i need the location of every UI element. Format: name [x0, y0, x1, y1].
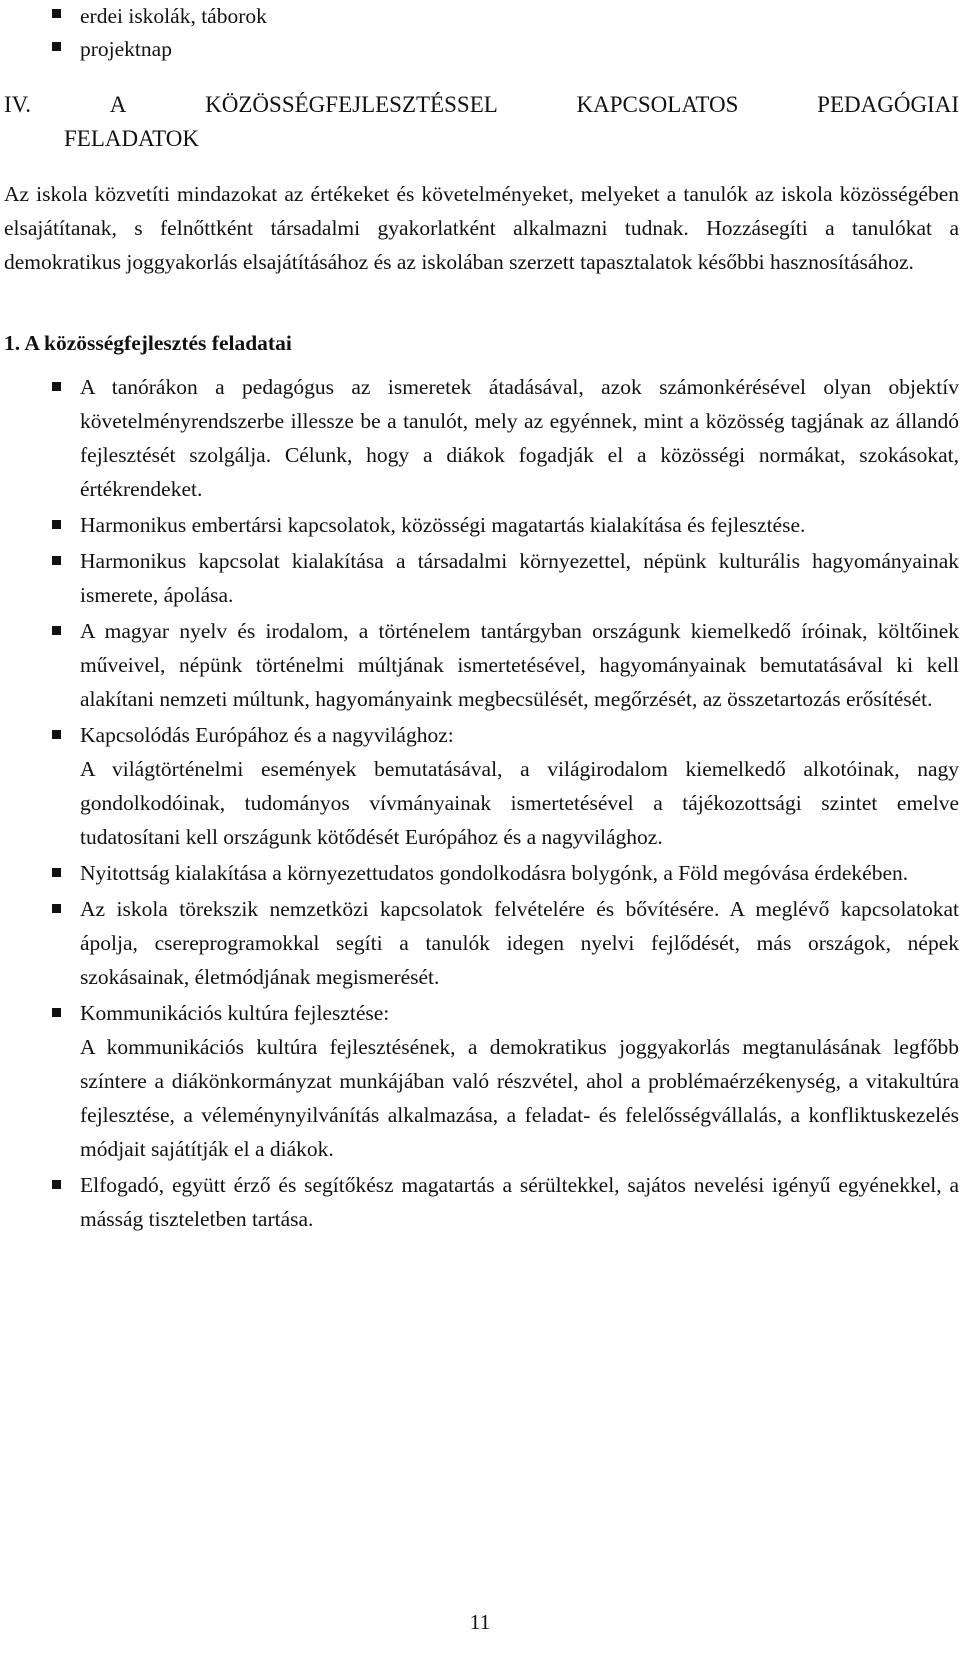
- list-item: [0, 33, 960, 66]
- list-item-text: A tanórákon a pedagógus az ismeretek átadásával, azok számonkérésével olyan objektív követelményrendszerbe illessze be a tanulót, mely az egyénnek, mint a közösség tagjának az állandó fejlesztését szolgálja. Célunk, hogy a diákok fogadják el a közösségi normákat, szokásokat, értékrendeket.: [80, 375, 959, 501]
- list-item-text: A világtörténelmi események bemutatásával, a világirodalom kiemelkedő alkotóinak, nagy gondolkodóinak, tudományos vívmányainak ismertetésével a tájékozottsági szintet emelve tudatosítani kell országunk kötődését Európához és a nagyvilághoz.: [80, 757, 959, 849]
- list-item-text: A kommunikációs kultúra fejlesztésének, a demokratikus joggyakorlás megtanulásának legfőbb színtere a diákönkormányzat munkájában való részvétel, ahol a problémaérzékenység, a vitakultúra fejlesztése, a véleménynyilvánítás alkalmazása, a feladat- és felelősségvállalás, a konfliktuskezelés módjait sajátítják el a diákok.: [80, 1035, 959, 1161]
- top-bullet-list: [0, 0, 960, 66]
- square-bullet-icon: [52, 382, 61, 391]
- square-bullet-icon: [52, 1008, 61, 1017]
- square-bullet-icon: [52, 868, 61, 877]
- list-item-text: A magyar nyelv és irodalom, a történelem tantárgyban országunk kiemelkedő íróinak, költőinek műveivel, népünk történelmi múltjának ismertetésével, hagyományainak bemutatásával ki kell alakítani nemzeti múltunk, hagyományaink megbecsülését, megőrzését, az összetartozás erősítését.: [80, 619, 959, 711]
- intro-paragraph: Az iskola közvetíti mindazokat az értékeket és követelményeket, melyeket a tanulók az iskola közösségében elsajátítanak, s felnőttként társadalmi gyakorlatként alkalmazni tudnak. Hozzásegíti a tanulókat a demokratikus joggyakorlás elsajátításához és az iskolában szerzett tapasztalatok későbbi hasznosításához.: [4, 182, 959, 274]
- square-bullet-icon: [52, 904, 61, 913]
- list-item: [0, 892, 959, 994]
- square-bullet-icon: [52, 730, 61, 739]
- list-item: [0, 996, 959, 1166]
- list-item-text: Nyitottság kialakítása a környezettudatos gondolkodásra bolygónk, a Föld megóvása érdekében.: [80, 861, 909, 885]
- list-item: [0, 856, 959, 890]
- list-item-text: projektnap: [80, 37, 172, 61]
- list-item-text: erdei iskolák, táborok: [80, 4, 267, 28]
- tasks-bullet-list: [0, 370, 959, 1238]
- square-bullet-icon: [52, 556, 61, 565]
- list-item: [0, 0, 960, 33]
- list-item: [0, 508, 959, 542]
- chapter-title-continuation: FELADATOK: [64, 126, 200, 151]
- list-item-text: Elfogadó, együtt érző és segítőkész magatartás a sérültekkel, sajátos nevelési igényű egyénekkel, a másság tiszteletben tartása.: [80, 1173, 959, 1231]
- list-item-text: Harmonikus kapcsolat kialakítása a társadalmi környezettel, népünk kulturális hagyományainak ismerete, ápolása.: [80, 549, 959, 607]
- page-number: 11: [469, 1610, 491, 1634]
- list-item-lead: Kapcsolódás Európához és a nagyvilághoz:: [80, 723, 454, 747]
- chapter-title-word: A: [109, 92, 127, 117]
- list-item: [0, 370, 959, 506]
- list-item: [0, 718, 959, 854]
- chapter-heading-line: [4, 88, 959, 122]
- list-item-text: Az iskola törekszik nemzetközi kapcsolatok felvételére és bővítésére. A meglévő kapcsolatokat ápolja, csereprogramokkal segíti a tanulók idegen nyelvi fejlődését, más országok, népek szokásainak, életmódjának megismerését.: [80, 897, 959, 989]
- square-bullet-icon: [52, 626, 61, 635]
- square-bullet-icon: [52, 520, 61, 529]
- list-item: [0, 614, 959, 716]
- list-item: [0, 1168, 959, 1236]
- chapter-number: IV.: [4, 92, 32, 117]
- list-item: [0, 544, 959, 612]
- chapter-title-word: KAPCSOLATOS: [576, 92, 739, 117]
- chapter-heading: [4, 88, 959, 156]
- square-bullet-icon: [52, 9, 61, 18]
- chapter-title-word: PEDAGÓGIAI: [817, 92, 959, 117]
- square-bullet-icon: [52, 1180, 61, 1189]
- list-item-text: Harmonikus embertársi kapcsolatok, közösségi magatartás kialakítása és fejlesztése.: [80, 513, 806, 537]
- chapter-title-word: KÖZÖSSÉGFEJLESZTÉSSEL: [205, 92, 498, 117]
- list-item-lead: Kommunikációs kultúra fejlesztése:: [80, 1001, 390, 1025]
- square-bullet-icon: [52, 42, 61, 51]
- section-heading: 1. A közösségfejlesztés feladatai: [4, 331, 292, 355]
